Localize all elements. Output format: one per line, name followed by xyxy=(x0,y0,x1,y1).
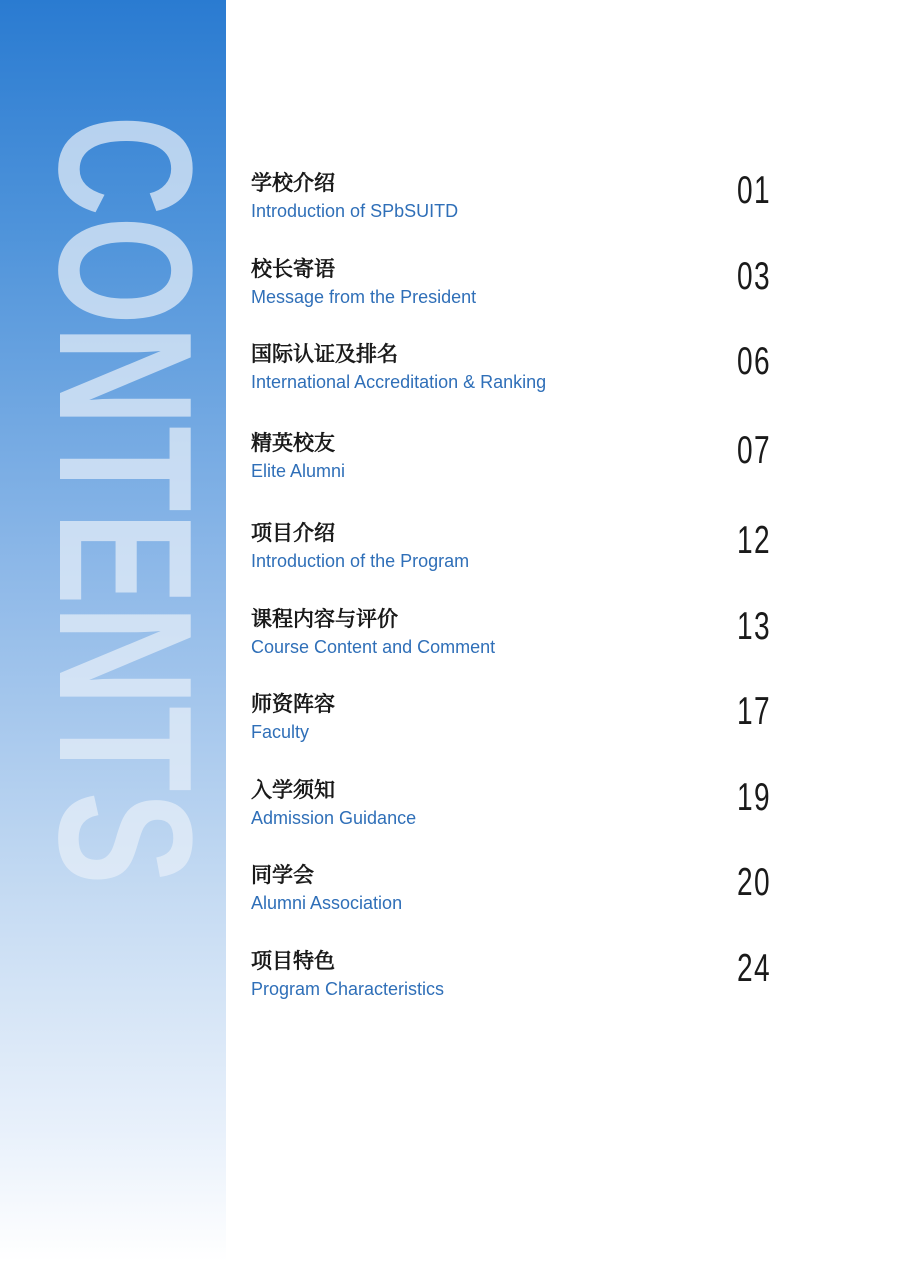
entry-page-number: 03 xyxy=(737,255,772,298)
entry-heading-cn: 同学会 xyxy=(251,863,314,887)
entry-page-number: 06 xyxy=(737,340,772,383)
contents-word: CONTENTS xyxy=(19,115,231,1160)
toc-entry[interactable] xyxy=(251,341,811,401)
entry-page-number: 19 xyxy=(737,776,772,819)
entry-heading-cn: 项目特色 xyxy=(251,949,335,973)
entry-heading-en: Elite Alumni xyxy=(251,461,346,481)
entry-heading-en: Message from the President xyxy=(251,287,477,307)
entry-heading-en: Alumni Association xyxy=(251,893,403,913)
toc-entry[interactable] xyxy=(251,948,811,1008)
entry-page-number: 13 xyxy=(737,605,772,648)
entry-heading-en: Introduction of SPbSUITD xyxy=(251,201,459,221)
toc-entry[interactable] xyxy=(251,606,811,666)
entry-heading-en: Course Content and Comment xyxy=(251,637,496,657)
entry-heading-cn: 学校介绍 xyxy=(251,171,335,195)
entry-heading-cn: 国际认证及排名 xyxy=(251,342,398,366)
toc-entry[interactable] xyxy=(251,691,811,751)
entry-heading-en: Program Characteristics xyxy=(251,979,445,999)
toc-entry[interactable] xyxy=(251,430,811,490)
entry-page-number: 07 xyxy=(737,429,772,472)
entry-page-number: 20 xyxy=(737,861,772,904)
toc-entry[interactable] xyxy=(251,520,811,580)
toc-entry[interactable] xyxy=(251,777,811,837)
entry-heading-en: Faculty xyxy=(251,722,310,742)
entry-heading-en: Introduction of the Program xyxy=(251,551,470,571)
entry-heading-cn: 课程内容与评价 xyxy=(251,607,398,631)
toc-entry[interactable] xyxy=(251,170,811,230)
toc-entry[interactable] xyxy=(251,256,811,316)
entry-heading-cn: 精英校友 xyxy=(251,431,335,455)
entry-heading-en: International Accreditation & Ranking xyxy=(251,372,547,392)
entry-heading-cn: 入学须知 xyxy=(251,778,335,802)
entry-page-number: 01 xyxy=(737,169,772,212)
entry-heading-cn: 校长寄语 xyxy=(251,257,335,281)
entry-heading-cn: 师资阵容 xyxy=(251,692,335,716)
entry-page-number: 17 xyxy=(737,690,772,733)
entry-heading-en: Admission Guidance xyxy=(251,808,417,828)
toc-entry[interactable] xyxy=(251,862,811,922)
entry-page-number: 12 xyxy=(737,519,772,562)
entry-heading-cn: 项目介绍 xyxy=(251,521,335,545)
entry-page-number: 24 xyxy=(737,947,772,990)
